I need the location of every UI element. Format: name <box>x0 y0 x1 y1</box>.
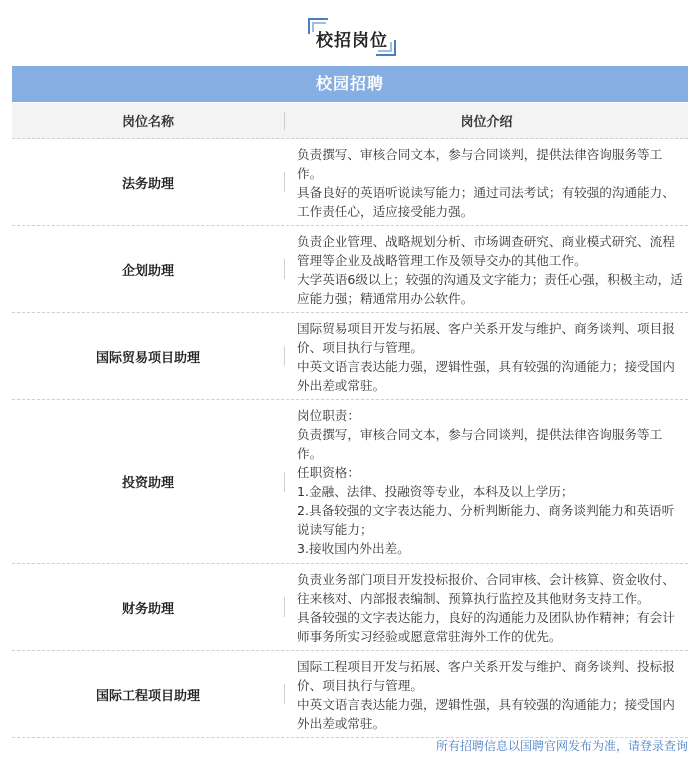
position-description <box>285 226 688 312</box>
description-line: 3.接收国内外出差。 <box>297 541 410 556</box>
position-name: 财务助理 <box>121 601 174 617</box>
description-line: 国际贸易项目开发与拓展、客户关系开发与维护、商务谈判、项目报价、项目执行与管理。 <box>297 321 675 355</box>
table-row <box>12 400 688 564</box>
table-row <box>12 139 688 226</box>
description-line: 任职资格： <box>297 465 360 480</box>
description-line: 具备良好的英语听说读写能力；通过司法考试；有较强的沟通能力、工作责任心，适应接受能力强。 <box>297 185 675 219</box>
position-description <box>285 139 688 225</box>
description-line: 负责撰写、审核合同文本，参与合同谈判，提供法律咨询服务等工作。 <box>297 147 663 181</box>
description-line: 大学英语6级以上；较强的沟通及文字能力；责任心强，积极主动，适应能力强；精通常用办公软件。 <box>297 272 683 306</box>
table-header <box>12 103 688 139</box>
table-row <box>12 226 688 313</box>
table-row <box>12 313 688 400</box>
description-line: 国际工程项目开发与拓展、客户关系开发与维护、商务谈判、投标报价、项目执行与管理。 <box>297 659 675 693</box>
description-line: 负责撰写，审核合同文本，参与合同谈判，提供法律咨询服务等工作。 <box>297 427 663 461</box>
position-name: 法务助理 <box>121 176 174 192</box>
title-frame <box>308 18 396 56</box>
column-header-name: 岗位名称 <box>121 115 174 130</box>
position-name: 国际贸易项目助理 <box>95 350 200 366</box>
page-title: 校招岗位 <box>316 31 388 51</box>
description-line: 负责业务部门项目开发投标报价、合同审核、会计核算、资金收付、往来核对、内部报表编制、预算执行监控及其他财务支持工作。 <box>297 572 675 606</box>
position-description <box>285 651 688 737</box>
position-name: 国际工程项目助理 <box>95 688 200 704</box>
position-description <box>285 564 688 650</box>
column-header-desc: 岗位介绍 <box>460 115 513 130</box>
position-name: 投资助理 <box>121 476 174 491</box>
table-row <box>12 651 688 738</box>
positions-table <box>12 103 688 738</box>
position-description <box>285 400 688 563</box>
description-line: 岗位职责： <box>297 408 360 423</box>
description-line: 2.具备较强的文字表达能力、分析判断能力、商务谈判能力和英语听说读写能力； <box>297 503 675 537</box>
footer-notice-link[interactable]: 所有招聘信息以国聘官网发布为准，请登录查询 <box>435 739 688 753</box>
table-row <box>12 564 688 651</box>
section-banner: 校园招聘 <box>12 66 688 102</box>
description-line: 负责企业管理、战略规划分析、市场调查研究、商业模式研究、流程管理等企业及战略管理工作及领导交办的其他工作。 <box>297 234 675 268</box>
description-line: 中英文语言表达能力强，逻辑性强，具有较强的沟通能力；接受国内外出差或常驻。 <box>297 359 675 393</box>
page-header <box>0 0 700 62</box>
description-line: 具备较强的文字表达能力，良好的沟通能力及团队协作精神；有会计师事务所实习经验或愿意常驻海外工作的优先。 <box>297 610 675 644</box>
position-description <box>285 313 688 399</box>
position-name: 企划助理 <box>121 263 174 279</box>
description-line: 1.金融、法律、投融资等专业，本科及以上学历； <box>297 484 574 499</box>
description-line: 中英文语言表达能力强，逻辑性强，具有较强的沟通能力；接受国内外出差或常驻。 <box>297 697 675 731</box>
